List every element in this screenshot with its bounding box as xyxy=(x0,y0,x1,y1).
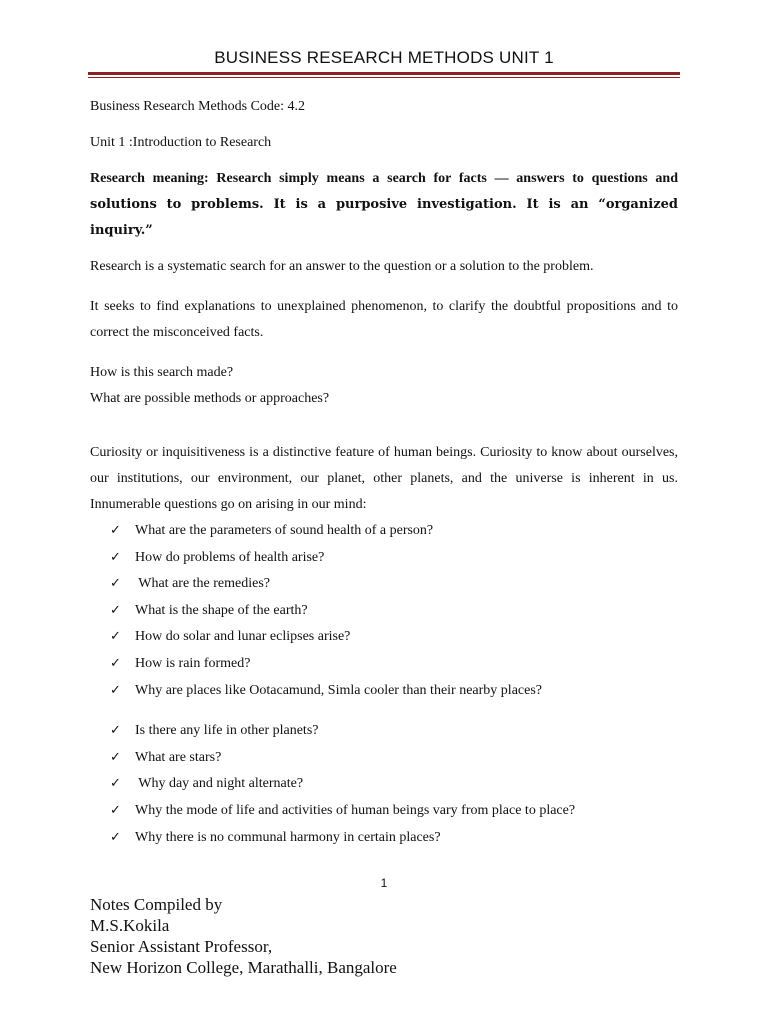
checkmark-icon: ✓ xyxy=(110,682,121,698)
systematic-search-paragraph: Research is a systematic search for an answer to the question or a solution to the problem. xyxy=(90,259,594,274)
footer-institution: New Horizon College, Marathalli, Bangalore xyxy=(90,958,397,977)
checkmark-icon: ✓ xyxy=(110,602,121,618)
list-gap xyxy=(90,704,678,718)
question-methods: What are possible methods or approaches? xyxy=(90,391,330,406)
research-meaning-rest: solutions to problems. It is a purposive investigation. It is an “organized inquiry.” xyxy=(90,197,678,238)
research-meaning-lead: Research meaning: Research simply means a search for facts — answers to questions and xyxy=(90,171,678,186)
list-item: ✓ How do problems of health arise? xyxy=(110,545,678,572)
page-number: 1 xyxy=(380,876,388,890)
checkmark-icon: ✓ xyxy=(110,655,121,671)
list-item: ✓ Why the mode of life and activities of human beings vary from place to place? xyxy=(110,798,678,825)
footer-credits xyxy=(90,894,397,978)
explanations-paragraph: It seeks to find explanations to unexplained phenomenon, to clarify the doubtful propositions and to correct the misconceived facts. xyxy=(90,299,678,340)
list-item: ✓ How is rain formed? xyxy=(110,651,678,678)
page-title: BUSINESS RESEARCH METHODS UNIT 1 xyxy=(214,48,554,67)
questions-checklist-2 xyxy=(90,718,678,851)
list-item: ✓ Why day and night alternate? xyxy=(110,771,678,798)
list-item: ✓ Is there any life in other planets? xyxy=(110,718,678,745)
list-item: ✓ What are the parameters of sound health of a person? xyxy=(110,518,678,545)
checkmark-icon: ✓ xyxy=(110,576,121,592)
questions-checklist-1 xyxy=(90,518,678,704)
research-meaning-paragraph xyxy=(90,166,678,244)
list-item: ✓ What are stars? xyxy=(110,745,678,772)
unit-title-line: Unit 1 :Introduction to Research xyxy=(90,135,272,150)
list-item: ✓ Why are places like Ootacamund, Simla cooler than their nearby places? xyxy=(110,678,678,705)
checkmark-icon: ✓ xyxy=(110,523,121,538)
document-body xyxy=(90,94,678,851)
question-search-made: How is this search made? xyxy=(90,365,234,380)
checkmark-icon: ✓ xyxy=(110,749,121,765)
footer-author-title: Senior Assistant Professor, xyxy=(90,937,273,956)
checkmark-icon: ✓ xyxy=(110,802,121,818)
header-rule-thick xyxy=(88,72,680,75)
list-item: ✓ How do solar and lunar eclipses arise? xyxy=(110,624,678,651)
list-item: ✓ What is the shape of the earth? xyxy=(110,598,678,625)
header-rule-thin xyxy=(88,77,680,78)
course-code-line: Business Research Methods Code: 4.2 xyxy=(90,99,306,114)
checkmark-icon: ✓ xyxy=(110,829,121,845)
checkmark-icon: ✓ xyxy=(110,776,121,792)
checkmark-icon: ✓ xyxy=(110,549,121,565)
footer-author-name: M.S.Kokila xyxy=(90,916,170,935)
list-item: ✓ Why there is no communal harmony in certain places? xyxy=(110,825,678,852)
list-item: ✓ What are the remedies? xyxy=(110,571,678,598)
curiosity-paragraph: Curiosity or inquisitiveness is a distinctive feature of human beings. Curiosity to know about ourselves, our institutions, our environment, our planet, other planets, and the universe is inherent in us. Innumerable questions go on arising in our mind: xyxy=(90,445,678,512)
checkmark-icon: ✓ xyxy=(110,723,121,739)
footer-compiled-by: Notes Compiled by xyxy=(90,895,223,914)
checkmark-icon: ✓ xyxy=(110,629,121,645)
